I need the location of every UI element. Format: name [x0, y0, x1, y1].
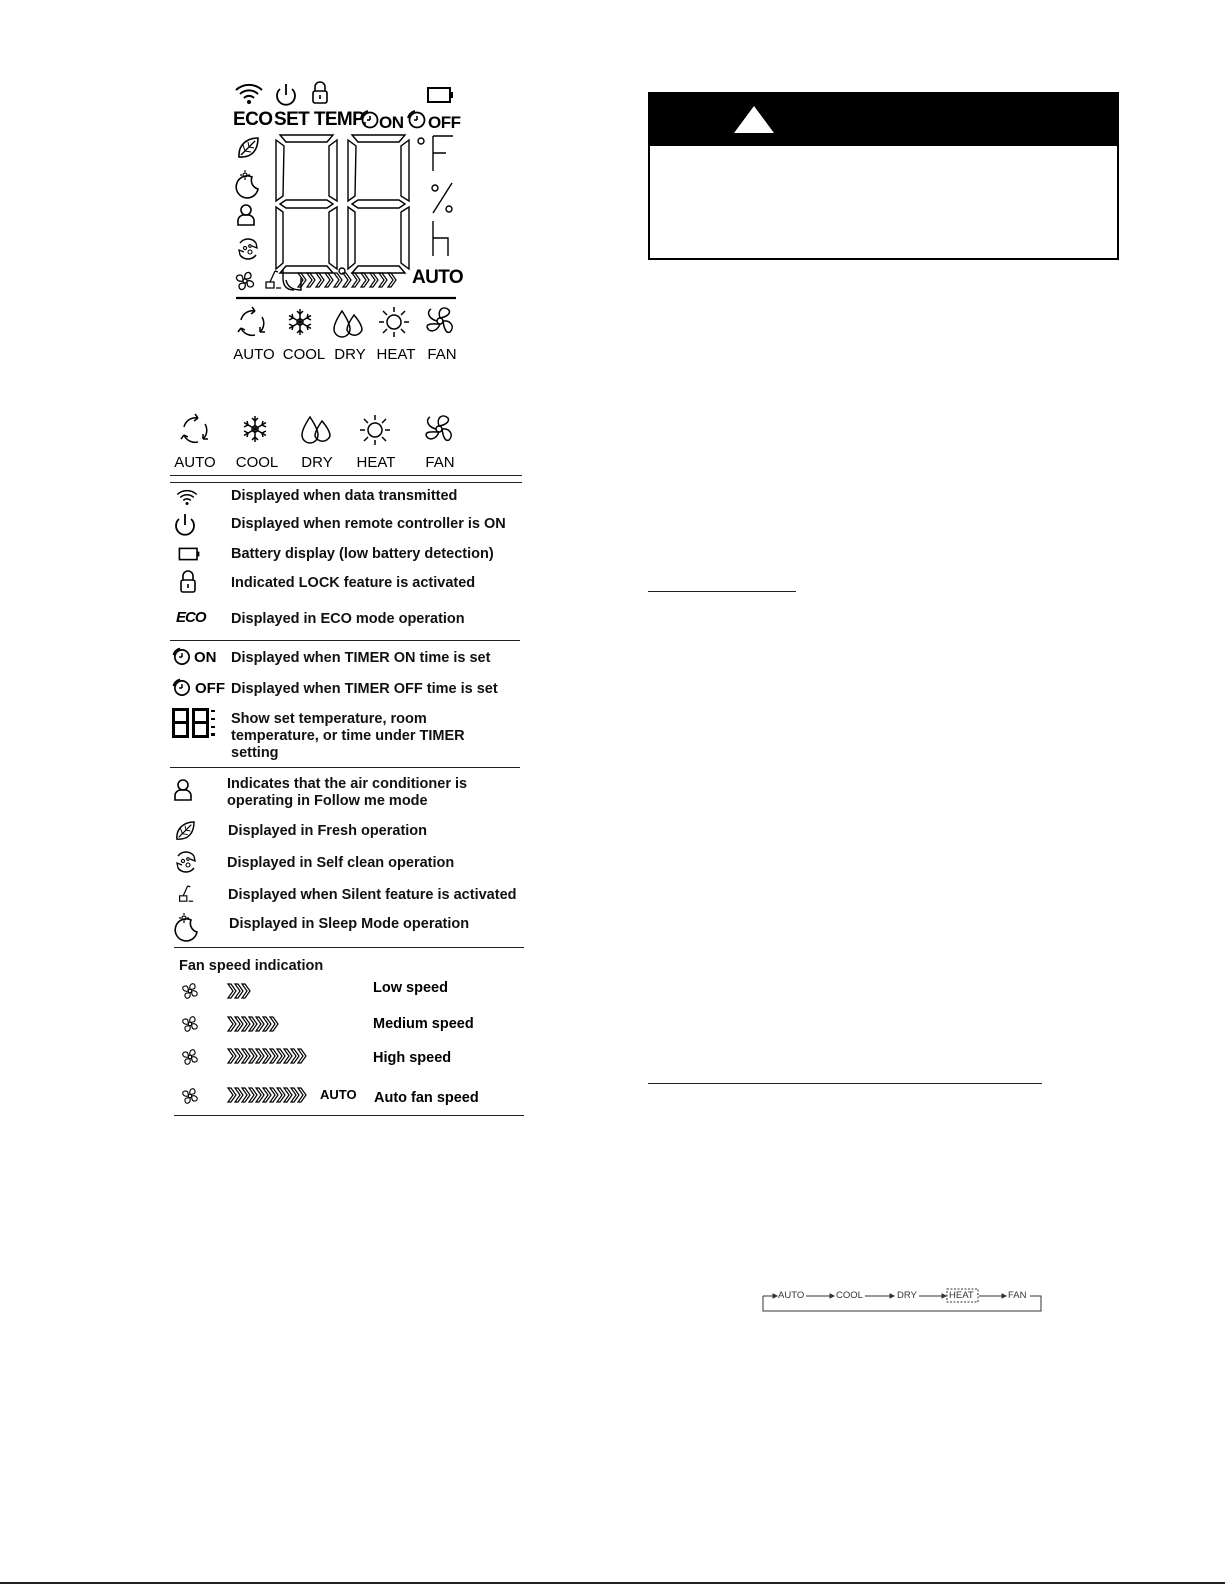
lcd-heat-mode-icon	[379, 307, 409, 337]
lcd-mode-heat: HEAT	[376, 346, 416, 363]
legend-timer-off-text: Displayed when TIMER OFF time is set	[231, 681, 498, 697]
legend-timer-on-text: Displayed when TIMER ON time is set	[231, 650, 491, 666]
mode-dry-label: DRY	[301, 454, 333, 471]
fan-high-icon	[183, 1050, 198, 1065]
lock-icon	[313, 82, 327, 103]
fan-low-text: Low speed	[373, 980, 448, 996]
lcd-dry-mode-icon	[334, 311, 362, 337]
flow-step-dry: DRY	[897, 1290, 917, 1301]
fan-auto-tag: AUTO	[320, 1087, 357, 1102]
lcd-diagram	[228, 78, 468, 373]
fan-speed-graphics	[176, 980, 326, 1110]
auto-mode-icon	[181, 414, 208, 442]
mode-flow-diagram	[760, 1287, 1045, 1315]
legend-battery-text: Battery display (low battery detection)	[231, 546, 494, 562]
fan-speed-title: Fan speed indication	[179, 958, 324, 974]
dry-mode-icon	[302, 417, 330, 443]
follow-me-person-icon	[238, 205, 254, 225]
lcd-cool-mode-icon	[289, 309, 311, 335]
legend-sleep-text: Displayed in Sleep Mode operation	[229, 916, 470, 932]
warning-triangle-icon	[734, 106, 774, 134]
legend-eco-icon: ECO	[176, 609, 206, 626]
legend-silent-icon	[180, 886, 194, 901]
legend-self-clean-text: Displayed in Self clean operation	[227, 855, 455, 871]
legend-silent-text: Displayed when Silent feature is activated	[228, 887, 517, 903]
fan-low-icon	[183, 984, 198, 999]
mode-cool-label: COOL	[235, 454, 279, 471]
lcd-timer-on-label: ON	[379, 113, 404, 132]
fan-medium-icon	[183, 1017, 198, 1032]
legend-wifi-text: Displayed when data transmitted	[231, 488, 458, 504]
lcd-mode-fan: FAN	[427, 346, 457, 363]
legend-timer-off-label: OFF	[195, 680, 225, 697]
timer-off-clock-icon	[408, 111, 425, 128]
section-underline	[648, 591, 796, 592]
flow-step-heat: HEAT	[949, 1290, 974, 1301]
legend-person-icon	[175, 780, 191, 800]
warning-box	[648, 92, 1119, 260]
cool-mode-icon	[244, 416, 266, 442]
fan-high-bars	[228, 1049, 306, 1063]
legend-power-icon	[176, 514, 194, 535]
lcd-fan-bars	[298, 273, 396, 287]
legend-leaf-icon	[177, 822, 194, 839]
page-bottom-rule	[0, 1582, 1225, 1584]
lcd-mode-dry: DRY	[334, 346, 366, 363]
heat-mode-icon	[360, 415, 390, 445]
legend-eco-text: Displayed in ECO mode operation	[231, 611, 465, 627]
fan-speed-icon	[236, 272, 253, 289]
legend-wifi-icon	[177, 491, 197, 505]
lcd-fan-mode-icon	[427, 308, 452, 332]
legend-timer-off-clock-icon	[173, 679, 189, 695]
legend-sleep-icon	[175, 913, 197, 941]
battery-icon	[428, 88, 453, 102]
flow-step-fan: FAN	[1008, 1290, 1027, 1301]
lcd-mode-auto: AUTO	[233, 346, 275, 363]
flow-step-cool: COOL	[836, 1290, 863, 1301]
fan-low-bars	[228, 984, 250, 998]
legend-power-text: Displayed when remote controller is ON	[231, 516, 506, 532]
sleep-moon-icon	[236, 170, 258, 198]
fan-auto-icon	[183, 1089, 198, 1104]
lcd-timer-off-label: OFF	[428, 113, 461, 132]
legend-lock-icon	[181, 571, 195, 592]
lcd-set-temp-label: SET TEMP.	[274, 109, 367, 130]
mode-heat-label: HEAT	[356, 454, 396, 471]
lcd-eco-label: ECO	[233, 109, 273, 130]
self-clean-icon	[239, 239, 257, 259]
legend-follow-me-text: Indicates that the air conditioner is operating in Follow me mode	[227, 776, 468, 809]
warning-header	[650, 94, 1117, 146]
mode-auto-label: AUTO	[174, 454, 216, 471]
lcd-mode-cool: COOL	[282, 346, 326, 363]
fan-auto-bars	[228, 1088, 306, 1102]
fresh-leaf-icon	[239, 138, 258, 157]
fan-medium-text: Medium speed	[373, 1016, 474, 1032]
flow-step-auto: AUTO	[778, 1290, 805, 1301]
legend-timer-on-clock-icon	[173, 648, 189, 664]
section-divider	[648, 1083, 1042, 1084]
legend-self-clean-icon	[177, 852, 195, 872]
wifi-icon	[236, 85, 262, 104]
fan-mode-icon	[426, 416, 451, 440]
lcd-auto-mode-icon	[238, 307, 265, 335]
fan-medium-bars	[228, 1017, 278, 1031]
legend-timer-on-label: ON	[194, 649, 217, 666]
legend-battery-icon	[179, 548, 199, 559]
fan-high-text: High speed	[373, 1050, 452, 1066]
power-icon	[277, 84, 295, 105]
fan-auto-text: Auto fan speed	[374, 1090, 479, 1106]
legend-fresh-text: Displayed in Fresh operation	[228, 823, 428, 839]
legend-digits-icon	[172, 708, 220, 740]
mode-fan-label: FAN	[425, 454, 455, 471]
mode-legend-row	[165, 408, 465, 474]
legend-lock-text: Indicated LOCK feature is activated	[231, 575, 476, 591]
legend-digits-text: Show set temperature, room temperature, or time under TIMER setting	[231, 711, 465, 761]
lcd-auto-fan-label: AUTO	[412, 267, 464, 288]
